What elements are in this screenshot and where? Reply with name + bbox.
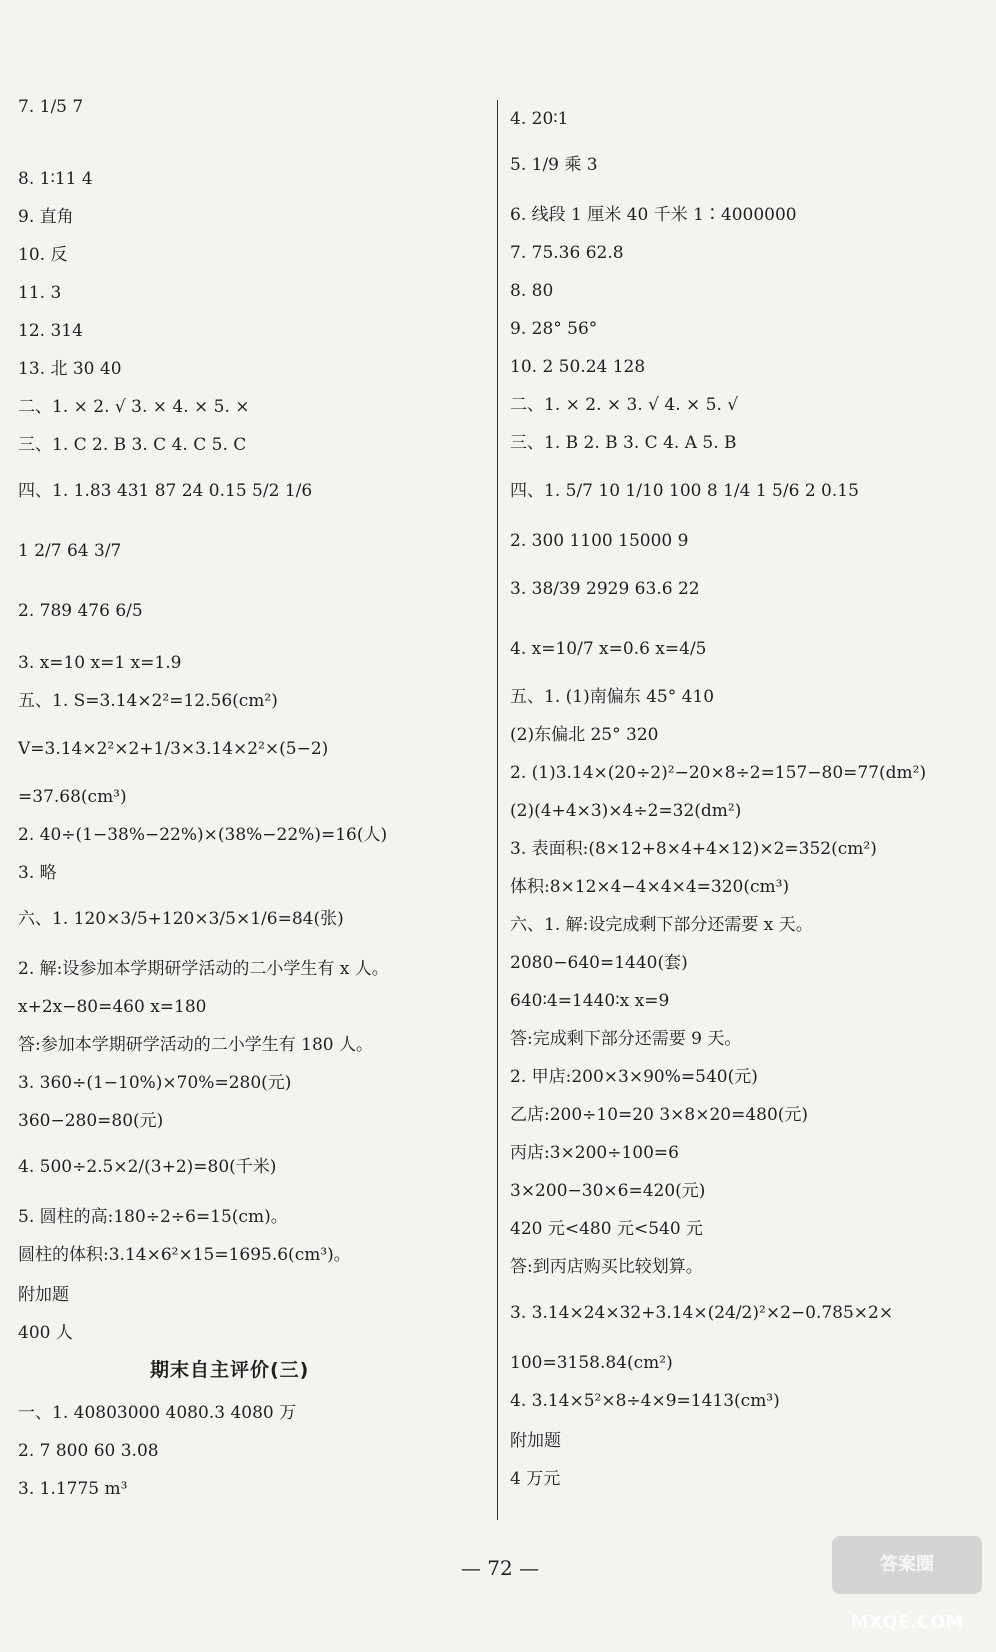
answer-line: 二、1. × 2. × 3. √ 4. × 5. √ <box>510 395 739 415</box>
answer-line: 2. 解:设参加本学期研学活动的二小学生有 x 人。 <box>18 959 389 979</box>
answer-line: 2. 789 476 6/5 <box>18 601 143 621</box>
answer-line: 9. 28° 56° <box>510 319 598 339</box>
answer-line: 400 人 <box>18 1323 73 1343</box>
answer-line: 13. 北 30 40 <box>18 359 122 379</box>
answer-line: 3. x=10 x=1 x=1.9 <box>18 653 182 673</box>
answer-line: 2. 7 800 60 3.08 <box>18 1441 159 1461</box>
answer-line: 二、1. × 2. √ 3. × 4. × 5. × <box>18 397 250 417</box>
answer-line: 4 万元 <box>510 1469 561 1489</box>
answer-line: 答:参加本学期研学活动的二小学生有 180 人。 <box>18 1035 373 1055</box>
answer-line: 8. 1∶11 4 <box>18 169 93 189</box>
answer-line: 7. 75.36 62.8 <box>510 243 624 263</box>
answer-line: 丙店:3×200÷100=6 <box>510 1143 679 1163</box>
answer-line: 2. 40÷(1−38%−22%)×(38%−22%)=16(人) <box>18 825 388 845</box>
answer-line: 一、1. 40803000 4080.3 4080 万 <box>18 1403 297 1423</box>
column-divider <box>497 100 498 1520</box>
answer-line: 六、1. 120×3/5+120×3/5×1/6=84(张) <box>18 909 344 929</box>
answer-line: 4. 3.14×5²×8÷4×9=1413(cm³) <box>510 1391 780 1411</box>
answer-line: 四、1. 5/7 10 1/10 100 8 1/4 1 5/6 2 0.15 <box>510 481 859 501</box>
answer-line: 五、1. (1)南偏东 45° 410 <box>510 687 715 707</box>
answer-line: 五、1. S=3.14×2²=12.56(cm²) <box>18 691 278 711</box>
answer-line: 3×200−30×6=420(元) <box>510 1181 706 1201</box>
answer-line: 附加题 <box>510 1431 561 1451</box>
answer-line: 420 元<480 元<540 元 <box>510 1219 704 1239</box>
answer-line: 3. 略 <box>18 863 57 883</box>
answer-line: (2)(4+4×3)×4÷2=32(dm²) <box>510 801 742 821</box>
answer-line: 3. 表面积:(8×12+8×4+4×12)×2=352(cm²) <box>510 839 877 859</box>
page-number: — 72 — <box>460 1556 540 1580</box>
section-title: 期末自主评价(三) <box>150 1359 310 1381</box>
answer-line: 5. 圆柱的高:180÷2÷6=15(cm)。 <box>18 1207 288 1227</box>
answer-line: 640∶4=1440∶x x=9 <box>510 991 670 1011</box>
answer-line: 12. 314 <box>18 321 83 341</box>
answer-line: 2080−640=1440(套) <box>510 953 688 973</box>
answer-line: 乙店:200÷10=20 3×8×20=480(元) <box>510 1105 809 1125</box>
answer-line: 6. 线段 1 厘米 40 千米 1∶4000000 <box>510 205 797 225</box>
answer-line: 4. 500÷2.5×2/(3+2)=80(千米) <box>18 1157 277 1177</box>
answer-line: 3. 360÷(1−10%)×70%=280(元) <box>18 1073 292 1093</box>
answer-line: 2. (1)3.14×(20÷2)²−20×8÷2=157−80=77(dm²) <box>510 763 927 783</box>
answer-line: 360−280=80(元) <box>18 1111 164 1131</box>
watermark-logo: 答案圈 MXQE.COM <box>832 1536 982 1594</box>
answer-line: 10. 2 50.24 128 <box>510 357 646 377</box>
answer-line: 体积:8×12×4−4×4×4=320(cm³) <box>510 877 790 897</box>
answer-line: 100=3158.84(cm²) <box>510 1353 673 1373</box>
answer-line: x+2x−80=460 x=180 <box>18 997 207 1017</box>
answer-line: 10. 反 <box>18 245 68 265</box>
answer-line: 四、1. 1.83 431 87 24 0.15 5/2 1/6 <box>18 481 313 501</box>
answer-line: (2)东偏北 25° 320 <box>510 725 659 745</box>
answer-line: 六、1. 解:设完成剩下部分还需要 x 天。 <box>510 915 813 935</box>
answer-line: 答:到丙店购买比较划算。 <box>510 1257 703 1277</box>
answer-line: 3. 1.1775 m³ <box>18 1479 128 1499</box>
answer-line: 1 2/7 64 3/7 <box>18 541 122 561</box>
answer-line: V=3.14×2²×2+1/3×3.14×2²×(5−2) <box>18 739 329 759</box>
answer-line: 答:完成剩下部分还需要 9 天。 <box>510 1029 742 1049</box>
answer-line: 5. 1/9 乘 3 <box>510 155 598 175</box>
answer-line: 11. 3 <box>18 283 62 303</box>
answer-line: 圆柱的体积:3.14×6²×15=1695.6(cm³)。 <box>18 1245 351 1265</box>
answer-line: =37.68(cm³) <box>18 787 127 807</box>
answer-line: 附加题 <box>18 1285 69 1305</box>
answer-line: 三、1. B 2. B 3. C 4. A 5. B <box>510 433 737 453</box>
answer-line: 9. 直角 <box>18 207 74 227</box>
answer-line: 4. 20∶1 <box>510 109 569 129</box>
answer-line: 8. 80 <box>510 281 554 301</box>
answer-line: 3. 38/39 2929 63.6 22 <box>510 579 700 599</box>
answer-line: 2. 甲店:200×3×90%=540(元) <box>510 1067 758 1087</box>
answer-line: 2. 300 1100 15000 9 <box>510 531 689 551</box>
answer-line: 7. 1/5 7 <box>18 97 84 117</box>
answer-line: 三、1. C 2. B 3. C 4. C 5. C <box>18 435 247 455</box>
answer-line: 3. 3.14×24×32+3.14×(24/2)²×2−0.785×2× <box>510 1303 894 1323</box>
answer-line: 4. x=10/7 x=0.6 x=4/5 <box>510 639 707 659</box>
